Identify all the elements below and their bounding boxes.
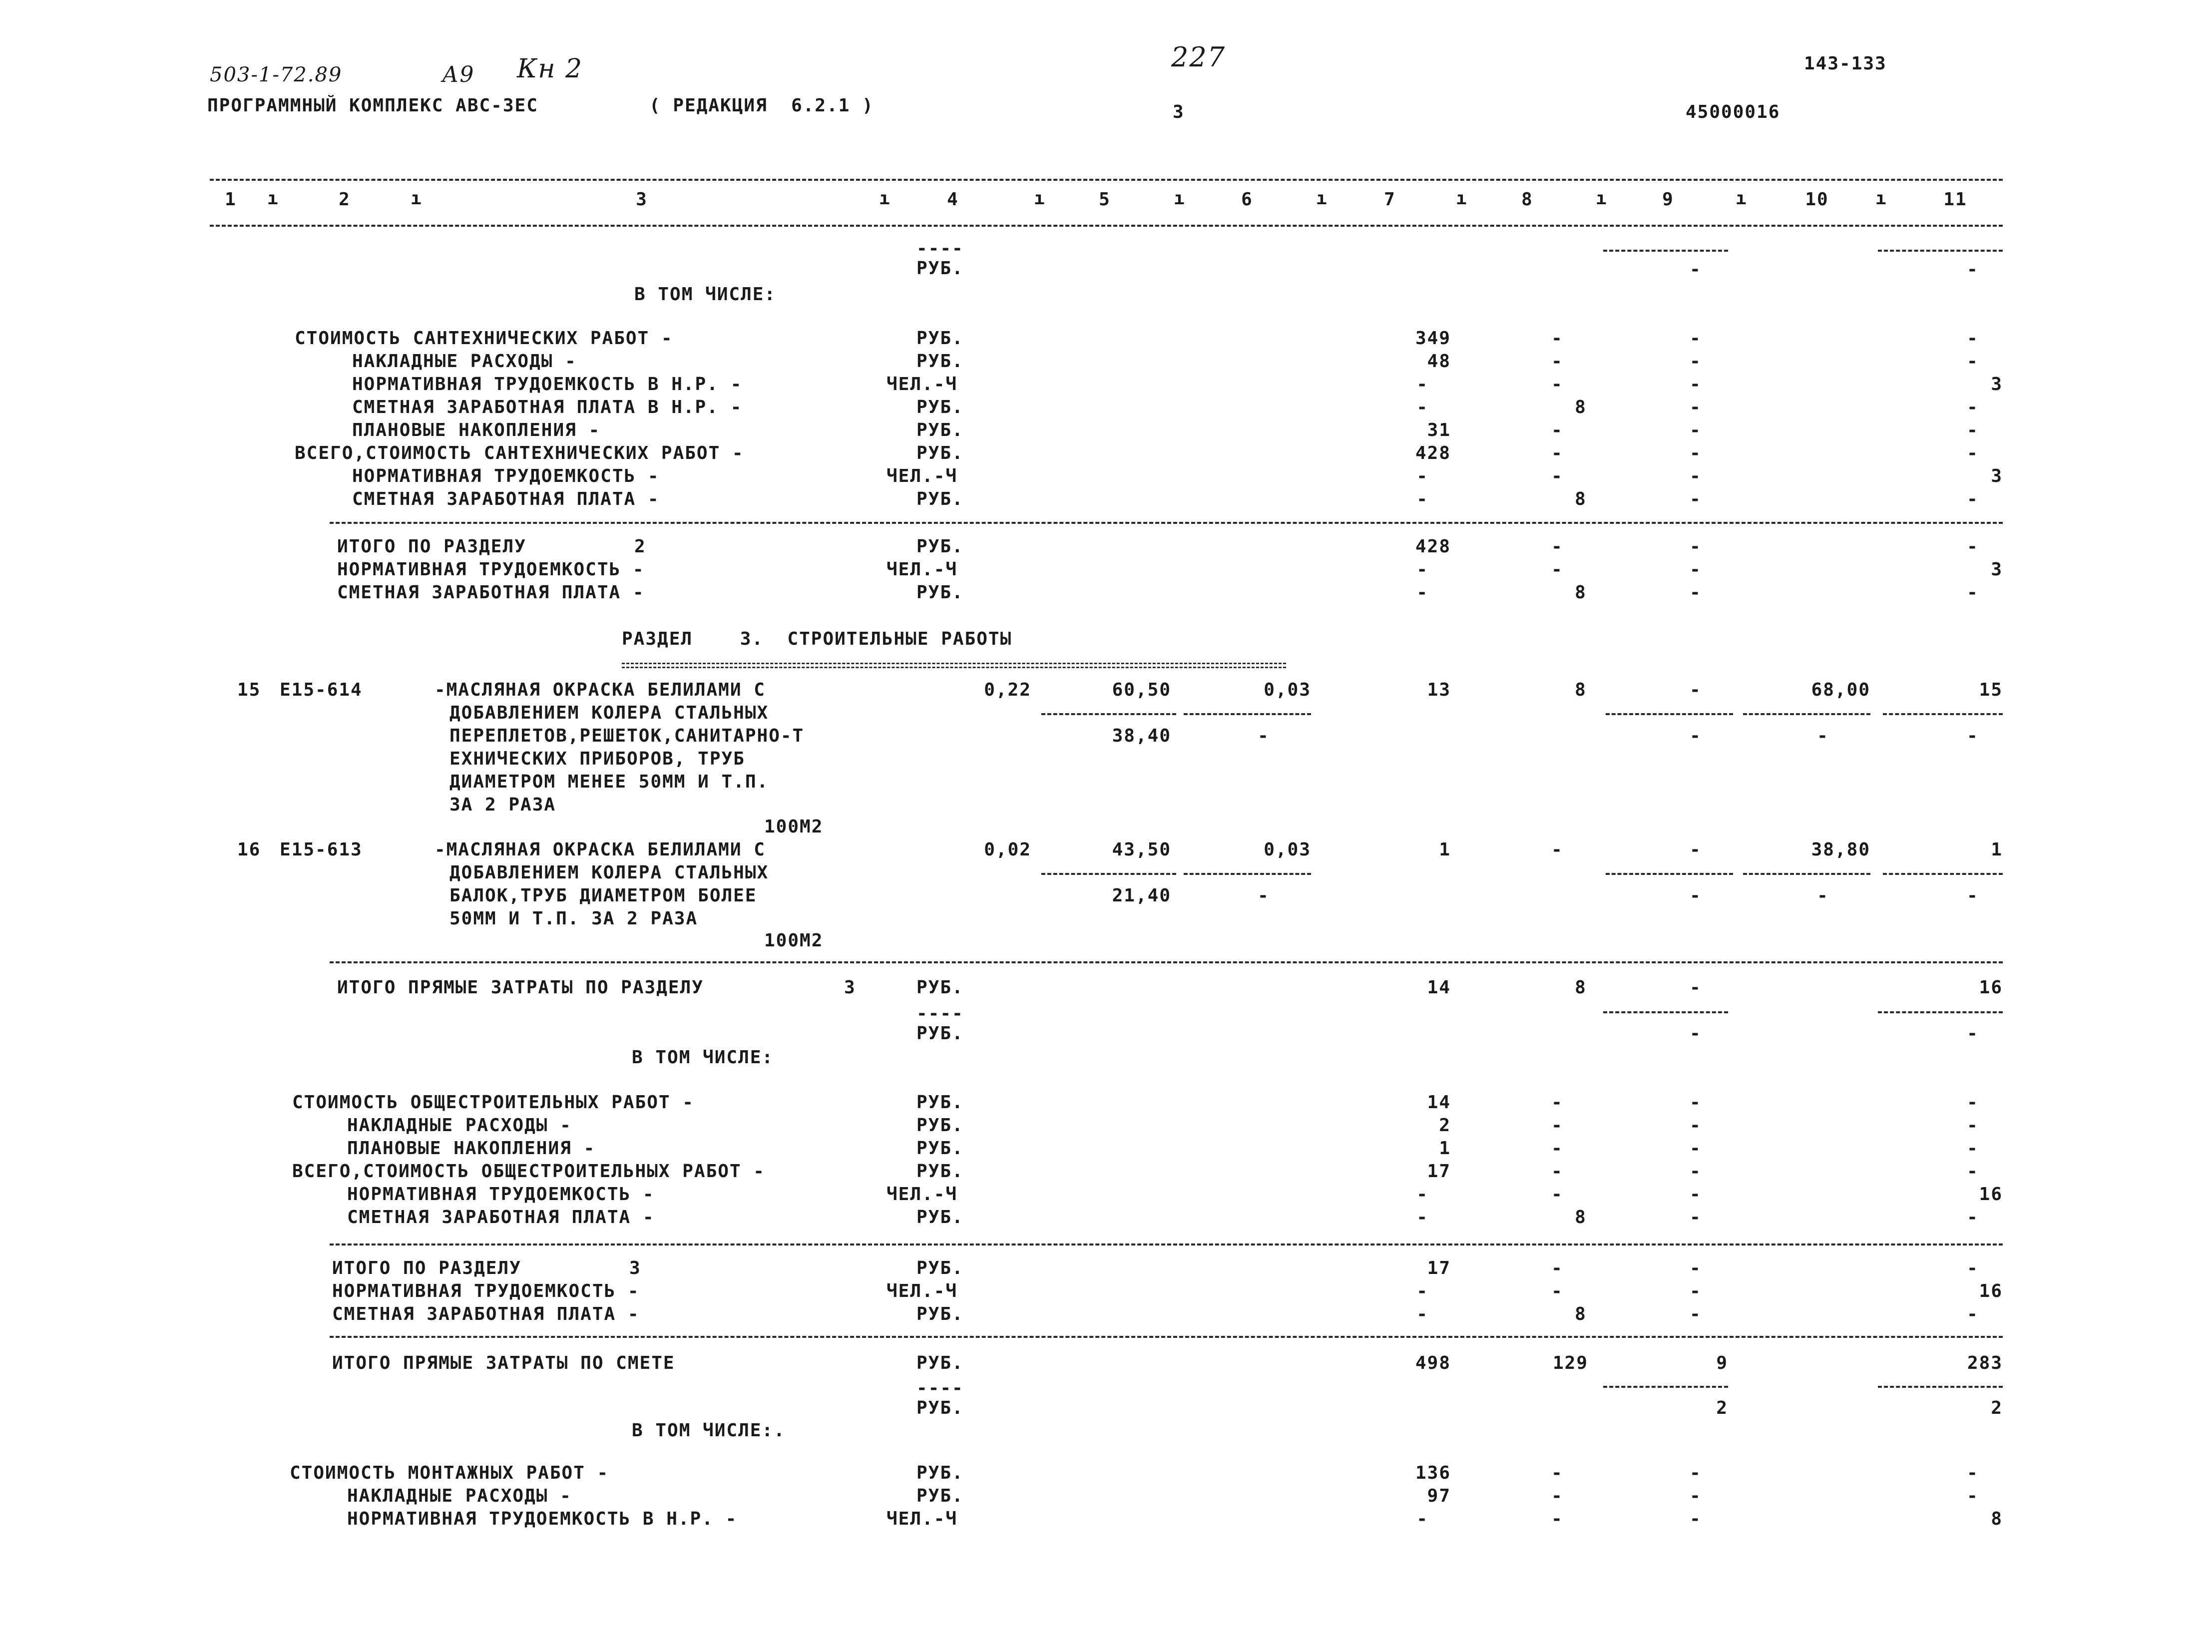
item-code: Е15-614 [280,680,363,700]
item-unit: 100М2 [764,930,824,951]
item-desc-line: ЕХНИЧЕСКИХ ПРИБОРОВ, ТРУБ [449,749,745,769]
header-rule-top [210,179,2003,181]
row-label: ПЛАНОВЫЕ НАКОПЛЕНИЯ - [352,420,601,440]
col-11: 11 [1943,189,1967,210]
unit: ЧЕЛ.-Ч [886,466,958,486]
item-desc-line: ДОБАВЛЕНИЕМ КОЛЕРА СТАЛЬНЫХ [449,862,769,883]
itogo-label: ИТОГО ПО РАЗДЕЛУ [337,536,526,557]
revision: ( РЕДАКЦИЯ 6.2.1 ) [649,95,874,116]
col-5: 5 [1099,189,1111,210]
item-desc-line: -МАСЛЯНАЯ ОКРАСКА БЕЛИЛАМИ С [435,839,766,860]
sheet-ref: 143-133 [1804,53,1887,74]
col-10: 10 [1805,189,1829,210]
unit: РУБ. [916,351,964,372]
unit: РУБ. [916,328,964,349]
item-desc-line: ПЕРЕПЛЕТОВ,РЕШЕТОК,САНИТАРНО-Т [449,726,805,746]
item-number: 15 [237,680,261,700]
row-label: СМЕТНАЯ ЗАРАБОТНАЯ ПЛАТА - [352,489,660,509]
item-price: 43,50 [1112,839,1171,860]
unit: РУБ. [916,443,964,463]
unit: РУБ. [916,489,964,509]
col-2: 2 [339,189,351,210]
row-label: НАКЛАДНЫЕ РАСХОДЫ - [352,351,577,372]
col-7: 7 [1384,189,1396,210]
col-9: 9 [1662,189,1674,210]
heading-underline [622,663,1286,664]
page-number: 227 [1171,41,1226,73]
doc-code: 503-1-72.89 [210,63,343,86]
col-3: 3 [636,189,648,210]
item-qty: 0,22 [984,680,1031,700]
volume-mark: А9 [442,62,475,87]
program-name: ПРОГРАММНЫЙ КОМПЛЕКС АВС-ЗЕС [207,95,538,116]
book-mark: Кн 2 [517,54,583,84]
section-heading: РАЗДЕЛ 3. СТРОИТЕЛЬНЫЕ РАБОТЫ [622,629,1012,649]
v-tom-chisle: В ТОМ ЧИСЛЕ: [634,284,777,305]
item-desc-line: ДИАМЕТРОМ МЕНЕЕ 50ММ И Т.П. [449,772,769,792]
row-label: СМЕТНАЯ ЗАРАБОТНАЯ ПЛАТА В Н.Р. - [352,397,743,417]
unit: РУБ. [916,258,964,279]
item-code: Е15-613 [280,839,363,860]
item-desc-line: ДОБАВЛЕНИЕМ КОЛЕРА СТАЛЬНЫХ [449,703,769,723]
doc-id: 45000016 [1686,102,1780,122]
page-index: 3 [1173,102,1185,122]
item-price: 60,50 [1112,680,1171,700]
unit: ЧЕЛ.-Ч [886,374,958,395]
unit: РУБ. [916,397,964,417]
unit: РУБ. [916,420,964,440]
col-8: 8 [1521,189,1533,210]
col-1: 1 [225,189,237,210]
item-desc-line: ЗА 2 РАЗА [449,795,556,815]
item-unit: 100М2 [764,817,824,837]
item-price-sub: 21,40 [1112,885,1171,906]
col-4: 4 [947,189,959,210]
row-label: ВСЕГО,СТОИМОСТЬ САНТЕХНИЧЕСКИХ РАБОТ - [295,443,744,463]
header-rule-bottom [210,225,2003,227]
row-label: СТОИМОСТЬ САНТЕХНИЧЕСКИХ РАБОТ - [295,328,673,349]
row-label: НОРМАТИВНАЯ ТРУДОЕМКОСТЬ В Н.Р. - [352,374,743,395]
item-number: 16 [237,839,261,860]
item-desc-line: 50ММ И Т.П. ЗА 2 РАЗА [449,908,698,929]
item-desc-line: -МАСЛЯНАЯ ОКРАСКА БЕЛИЛАМИ С [435,680,766,700]
item-desc-line: БАЛОК,ТРУБ ДИАМЕТРОМ БОЛЕЕ [449,885,757,906]
col-6: 6 [1241,189,1253,210]
row-label: НОРМАТИВНАЯ ТРУДОЕМКОСТЬ - [352,466,660,486]
item-price-sub: 38,40 [1112,726,1171,746]
item-qty: 0,02 [984,839,1031,860]
